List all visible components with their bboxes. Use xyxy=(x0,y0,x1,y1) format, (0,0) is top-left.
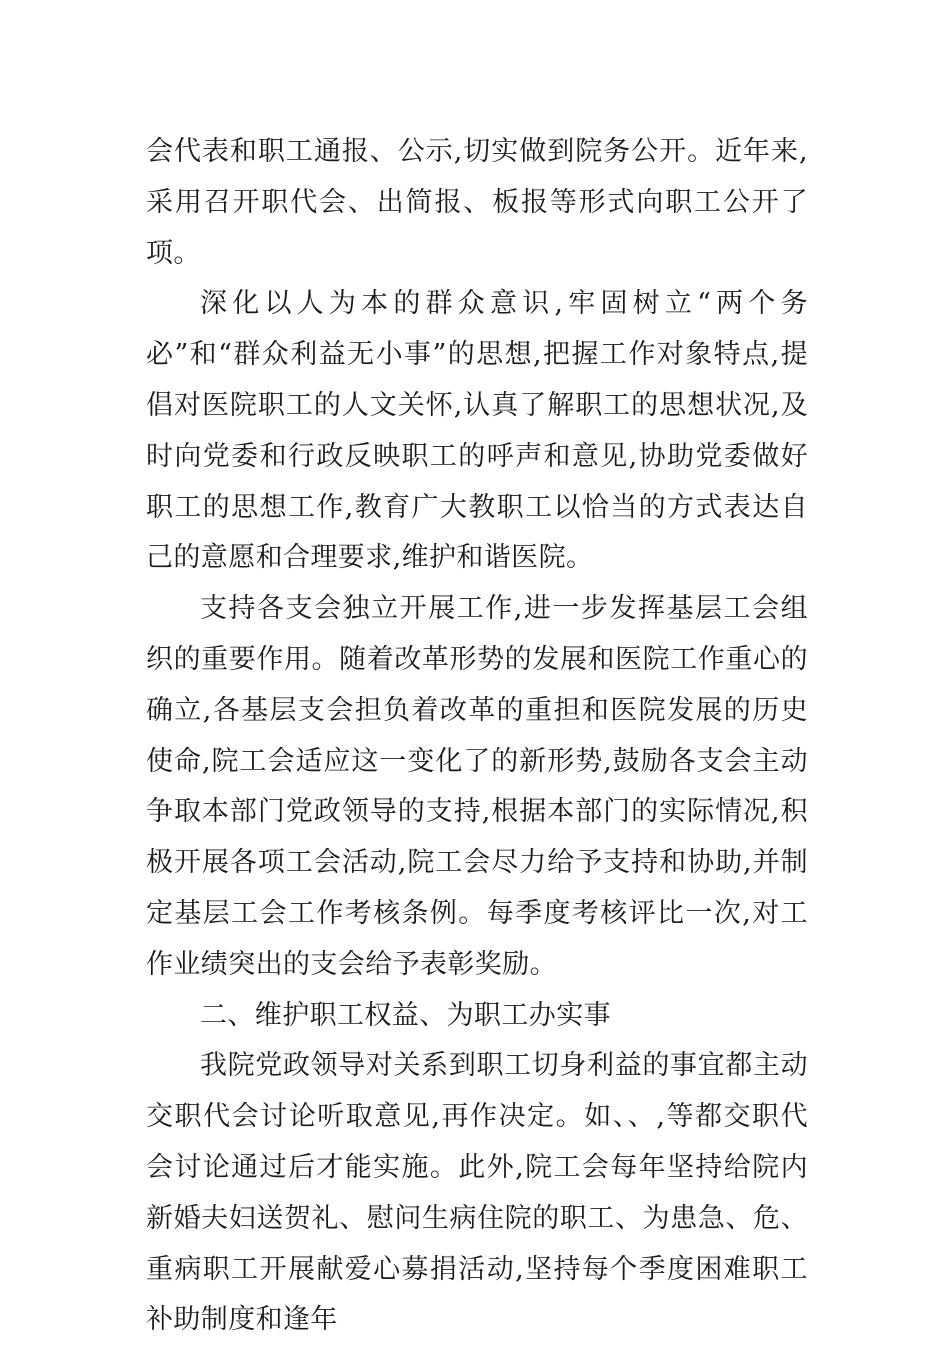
document-body xyxy=(146,127,808,1346)
paragraph-worker-rights: 我院党政领导对关系到职工切身利益的事宜都主动交职代会讨论听取意见,再作决定。如、、,等都交职代会讨论通过后才能实施。此外,院工会每年坚持给院内新婚夫妇送贺礼、慰问生病住院的职工、为患急、危、重病职工开展献爱心募捐活动,坚持每个季度困难职工补助制度和逢年 xyxy=(146,1050,808,1336)
paragraph-mass-awareness: 深化以人为本的群众意识,牢固树立“两个务必”和“群众利益无小事”的思想,把握工作对象特点,提倡对医院职工的人文关怀,认真了解职工的思想状况,及时向党委和行政反映职工的呼声和意见,协助党委做好职工的思想工作,教育广大教职工以恰当的方式表达自己的意愿和合理要求,维护和谐医院。 xyxy=(146,288,808,574)
paragraph-continued: 会代表和职工通报、公示,切实做到院务公开。近年来,采用召开职代会、出简报、板报等形式向职工公开了项。 xyxy=(146,136,808,269)
section-heading-rights: 二、维护职工权益、为职工办实事 xyxy=(200,999,611,1031)
paragraph-branch-support: 支持各支会独立开展工作,进一步发挥基层工会组织的重要作用。随着改革形势的发展和医院工作重心的确立,各基层支会担负着改革的重担和医院发展的历史使命,院工会适应这一变化了的新形势,鼓励各支会主动争取本部门党政领导的支持,根据本部门的实际情况,积极开展各项工会活动,院工会尽力给予支持和协助,并制定基层工会工作考核条例。每季度考核评比一次,对工作业绩突出的支会给予表彰奖励。 xyxy=(146,593,808,980)
